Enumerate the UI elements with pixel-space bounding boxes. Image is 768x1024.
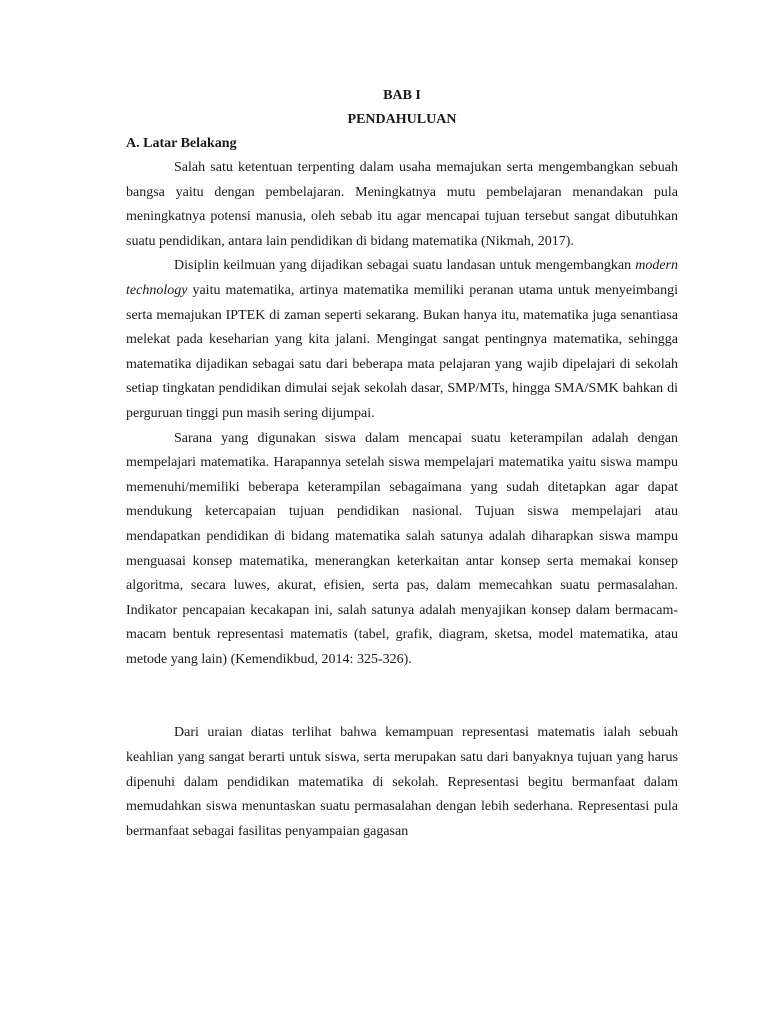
- chapter-label: BAB I: [383, 88, 421, 103]
- paragraph-2-text-after: yaitu matematika, artinya matematika memiliki peranan utama untuk menyeimbangi serta memajukan IPTEK di zaman seperti sekarang. Bukan hanya itu, matematika juga senantiasa melekat pada keseharian yang kita jalani. Mengingat sangat pentingnya matematika, sehingga matematika dijadikan sebagai satu dari beberapa mata pelajaran yang wajib dipelajari di sekolah setiap tingkatan pendidikan dimulai sejak sekolah dasar, SMP/MTs, hingga SMA/SMK bahkan di perguruan tinggi pun masih sering dijumpai.: [126, 282, 678, 421]
- paragraph-2-text-before: Disiplin keilmuan yang dijadikan sebagai suatu landasan untuk mengembangkan: [174, 258, 636, 274]
- document-page: [126, 84, 678, 844]
- chapter-title: PENDAHULUAN: [347, 112, 457, 127]
- paragraph-2-italic-term: modern technology: [126, 258, 678, 298]
- paragraph-gap: [126, 672, 678, 721]
- section-heading: A. Latar Belakang: [126, 136, 237, 151]
- paragraph-4: Dari uraian diatas terlihat bahwa kemampuan representasi matematis ialah sebuah keahlian yang sangat berarti untuk siswa, serta merupakan satu dari banyaknya tujuan yang harus dipenuhi dalam pendidikan matematika di sekolah. Representasi begitu bermanfaat dalam memudahkan siswa menuntaskan suatu permasalahan dengan lebih sederhana. Representasi pula bermanfaat sebagai fasilitas penyampaian gagasan: [126, 725, 678, 839]
- paragraph-1: Salah satu ketentuan terpenting dalam usaha memajukan serta mengembangkan sebuah bangsa yaitu dengan pembelajaran. Meningkatnya mutu pembelajaran menandakan pula meningkatnya potensi manusia, oleh sebab itu agar mencapai tujuan tersebut sangat dibutuhkan suatu pendidikan, antara lain pendidikan di bidang matematika (Nikmah, 2017).: [126, 160, 678, 249]
- paragraph-3: Sarana yang digunakan siswa dalam mencapai suatu keterampilan adalah dengan mempelajari matematika. Harapannya setelah siswa mempelajari matematika yaitu siswa mampu memenuhi/memiliki beberapa keterampilan sebagaimana yang sudah ditetapkan agar dapat mendukung ketercapaian tujuan pendidikan nasional. Tujuan siswa mempelajari atau mendapatkan pendidikan di bidang matematika salah satunya adalah diharapkan siswa mampu menguasai konsep matematika, menerangkan keterkaitan antar konsep serta memakai konsep algoritma, secara luwes, akurat, efisien, serta pas, dalam memecahkan suatu permasalahan. Indikator pencapaian kecakapan ini, salah satunya adalah menyajikan konsep dalam bermacam-macam bentuk representasi matematis (tabel, grafik, diagram, sketsa, model matematika, atau metode yang lain) (Kemendikbud, 2014: 325-326).: [126, 430, 678, 667]
- paragraph-2: [126, 254, 678, 426]
